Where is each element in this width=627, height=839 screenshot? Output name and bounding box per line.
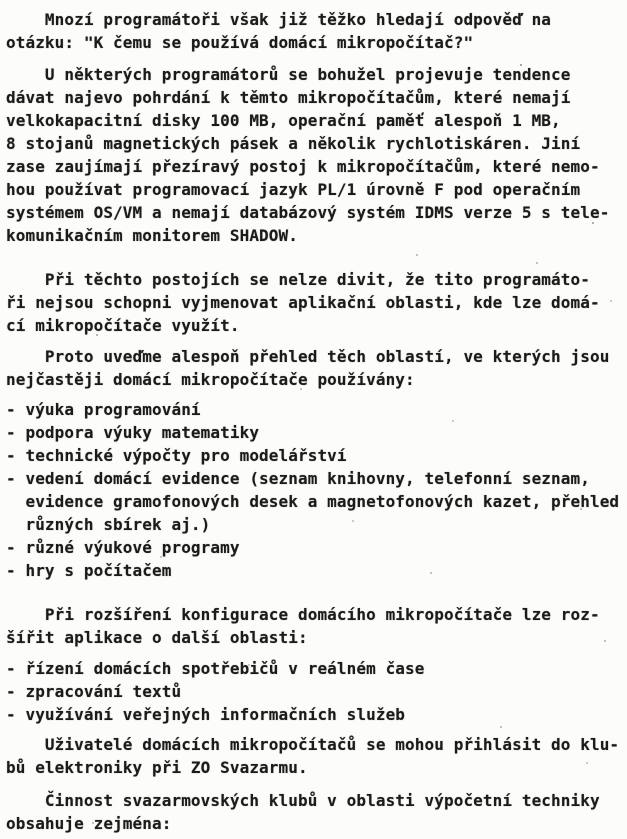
text-line: Při těchto postojích se nelze divit, že tito programáto-	[6, 270, 590, 289]
text-line: systémem OS/VM a nemají databázový systém IDMS verze 5 s tele-	[6, 203, 610, 222]
text-line: 8 stojanů magnetických pásek a několik rychlotiskáren. Jiní	[6, 134, 581, 153]
text-line: zase zaujímají přezíravý postoj k mikropočítačům, které nemo-	[6, 157, 600, 176]
paragraph	[6, 789, 623, 835]
bullet-line: - různé výukové programy	[6, 538, 240, 557]
paragraph	[6, 63, 623, 247]
text-line: Mnozí programátoři však již těžko hledají odpověď na	[6, 10, 552, 29]
text-line: obsahuje zejména:	[6, 814, 172, 833]
text-line: Proto uveďme alespoň přehled těch oblastí, ve kterých jsou	[6, 347, 610, 366]
bullet-list	[6, 398, 623, 582]
bullet-line: - zpracování textů	[6, 682, 182, 701]
text-line: ři nejsou schopni vyjmenovat aplikační oblasti, kde lze domá-	[6, 293, 600, 312]
text-line: dávat najevo pohrdání k těmto mikropočítačům, které nemají	[6, 88, 571, 107]
text-line: bů elektroniky při ZO Svazarmu.	[6, 758, 308, 777]
bullet-line: - hry s počítačem	[6, 561, 172, 580]
text-line: šířit aplikace o další oblasti:	[6, 628, 308, 647]
paragraph	[6, 733, 623, 779]
text-line: U některých programátorů se bohužel projevuje tendence	[6, 65, 571, 84]
text-line: Činnost svazarmovských klubů v oblasti výpočetní techniky	[6, 791, 600, 810]
bullet-line: - výuka programování	[6, 400, 201, 419]
bullet-line: - podpora výuky matematiky	[6, 423, 260, 442]
bullet-line: - technické výpočty pro modelářství	[6, 446, 347, 465]
text-line: Při rozšíření konfigurace domácího mikropočítače lze roz-	[6, 605, 600, 624]
text-line: velkokapacitní disky 100 MB, operační paměť alespoň 1 MB,	[6, 111, 561, 130]
text-line: Uživatelé domácích mikropočítačů se mohou přihlásit do klu-	[6, 735, 620, 754]
bullet-list	[6, 657, 623, 726]
bullet-line: různých sbírek aj.)	[6, 515, 211, 534]
bullet-line: - využívání veřejných informačních služeb	[6, 705, 406, 724]
bullet-line: evidence gramofonových desek a magnetofonových kazet, přehled	[6, 492, 620, 511]
text-line: cí mikropočítače využít.	[6, 316, 240, 335]
paragraph	[6, 8, 623, 54]
paragraph	[6, 268, 623, 337]
bullet-line: - řízení domácích spotřebičů v reálném čase	[6, 659, 425, 678]
paragraph	[6, 603, 623, 649]
text-line: otázku: "K čemu se používá domácí mikropočítač?"	[6, 33, 474, 52]
bullet-line: - vedení domácí evidence (seznam knihovny, telefonní seznam,	[6, 469, 590, 488]
text-line: nejčastěji domácí mikropočítače používány:	[6, 370, 415, 389]
text-line: komunikačním monitorem SHADOW.	[6, 226, 298, 245]
paragraph	[6, 345, 623, 391]
text-line: hou používat programovací jazyk PL/1 úrovně F pod operačním	[6, 180, 581, 199]
